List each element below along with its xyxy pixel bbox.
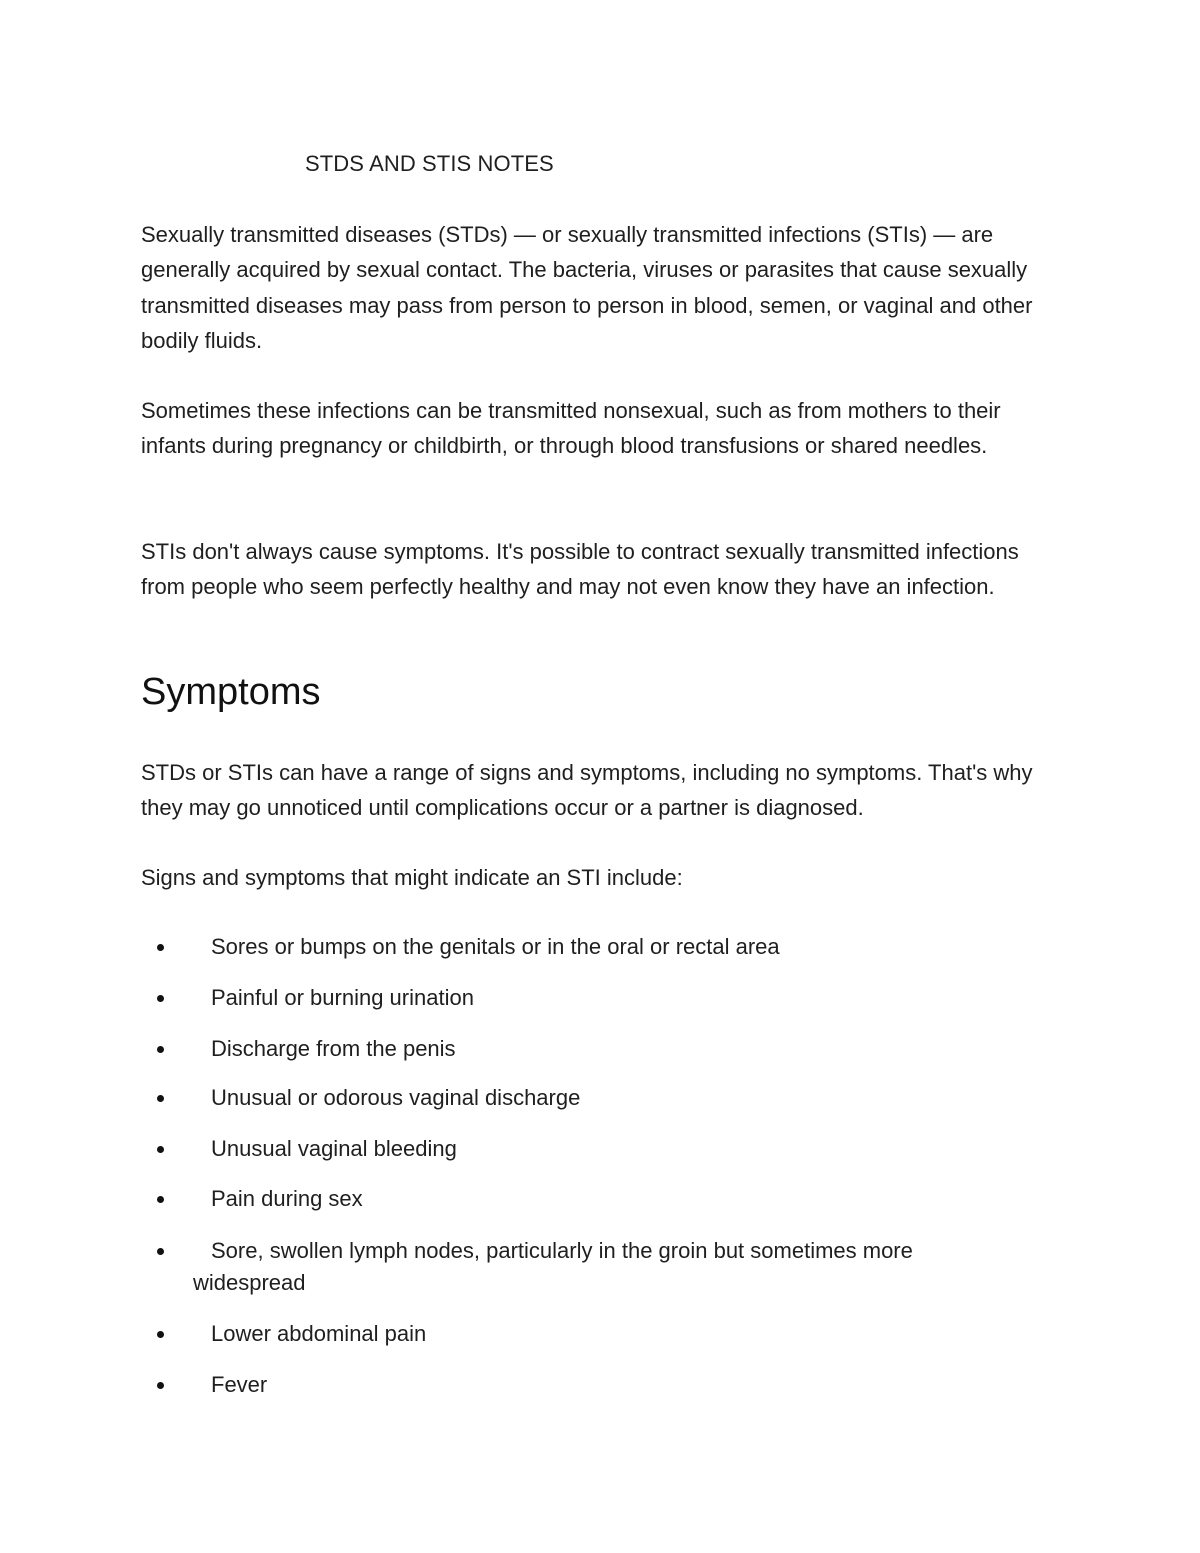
bullet-icon	[157, 1046, 164, 1053]
transmission-paragraph: Sometimes these infections can be transmitted nonsexual, such as from mothers to their infants during pregnancy or childbirth, or through blood transfusions or shared needles.	[141, 398, 1001, 459]
list-item-text: Painful or burning urination	[211, 985, 474, 1010]
no-symptoms-paragraph: STIs don't always cause symptoms. It's possible to contract sexually transmitted infections from people who seem perfectly healthy and may not even know they have an infection.	[141, 539, 1019, 600]
list-item-text: Unusual vaginal bleeding	[211, 1136, 457, 1161]
bullet-icon	[157, 1095, 164, 1102]
bullet-icon	[157, 944, 164, 951]
bullet-icon	[157, 1248, 164, 1255]
list-item-text: Unusual or odorous vaginal discharge	[211, 1085, 581, 1110]
document-title: STDS AND STIS NOTES	[305, 151, 554, 176]
list-item-text: Pain during sex	[211, 1186, 363, 1211]
bullet-icon	[157, 995, 164, 1002]
list-item-text: Lower abdominal pain	[211, 1321, 427, 1346]
symptoms-intro-paragraph: Signs and symptoms that might indicate an STI include:	[141, 865, 683, 890]
intro-paragraph: Sexually transmitted diseases (STDs) — or sexually transmitted infections (STIs) — are generally acquired by sexual contact. The bacteria, viruses or parasites that cause sexually transmitted diseases may pass from person to person in blood, semen, or vaginal and other bodily fluids.	[141, 222, 1033, 353]
symptoms-range-paragraph: STDs or STIs can have a range of signs and symptoms, including no symptoms. That's why they may go unnoticed until complications occur or a partner is diagnosed.	[141, 760, 1033, 821]
list-item-text: Sore, swollen lymph nodes, particularly in the groin but sometimes more widespread	[193, 1238, 913, 1295]
symptoms-heading: Symptoms	[141, 671, 321, 713]
list-item-text: Fever	[211, 1372, 268, 1397]
bullet-icon	[157, 1382, 164, 1389]
list-item-text: Sores or bumps on the genitals or in the oral or rectal area	[211, 934, 780, 959]
list-item-text: Discharge from the penis	[211, 1036, 456, 1061]
bullet-icon	[157, 1331, 164, 1338]
bullet-icon	[157, 1196, 164, 1203]
bullet-icon	[157, 1146, 164, 1153]
